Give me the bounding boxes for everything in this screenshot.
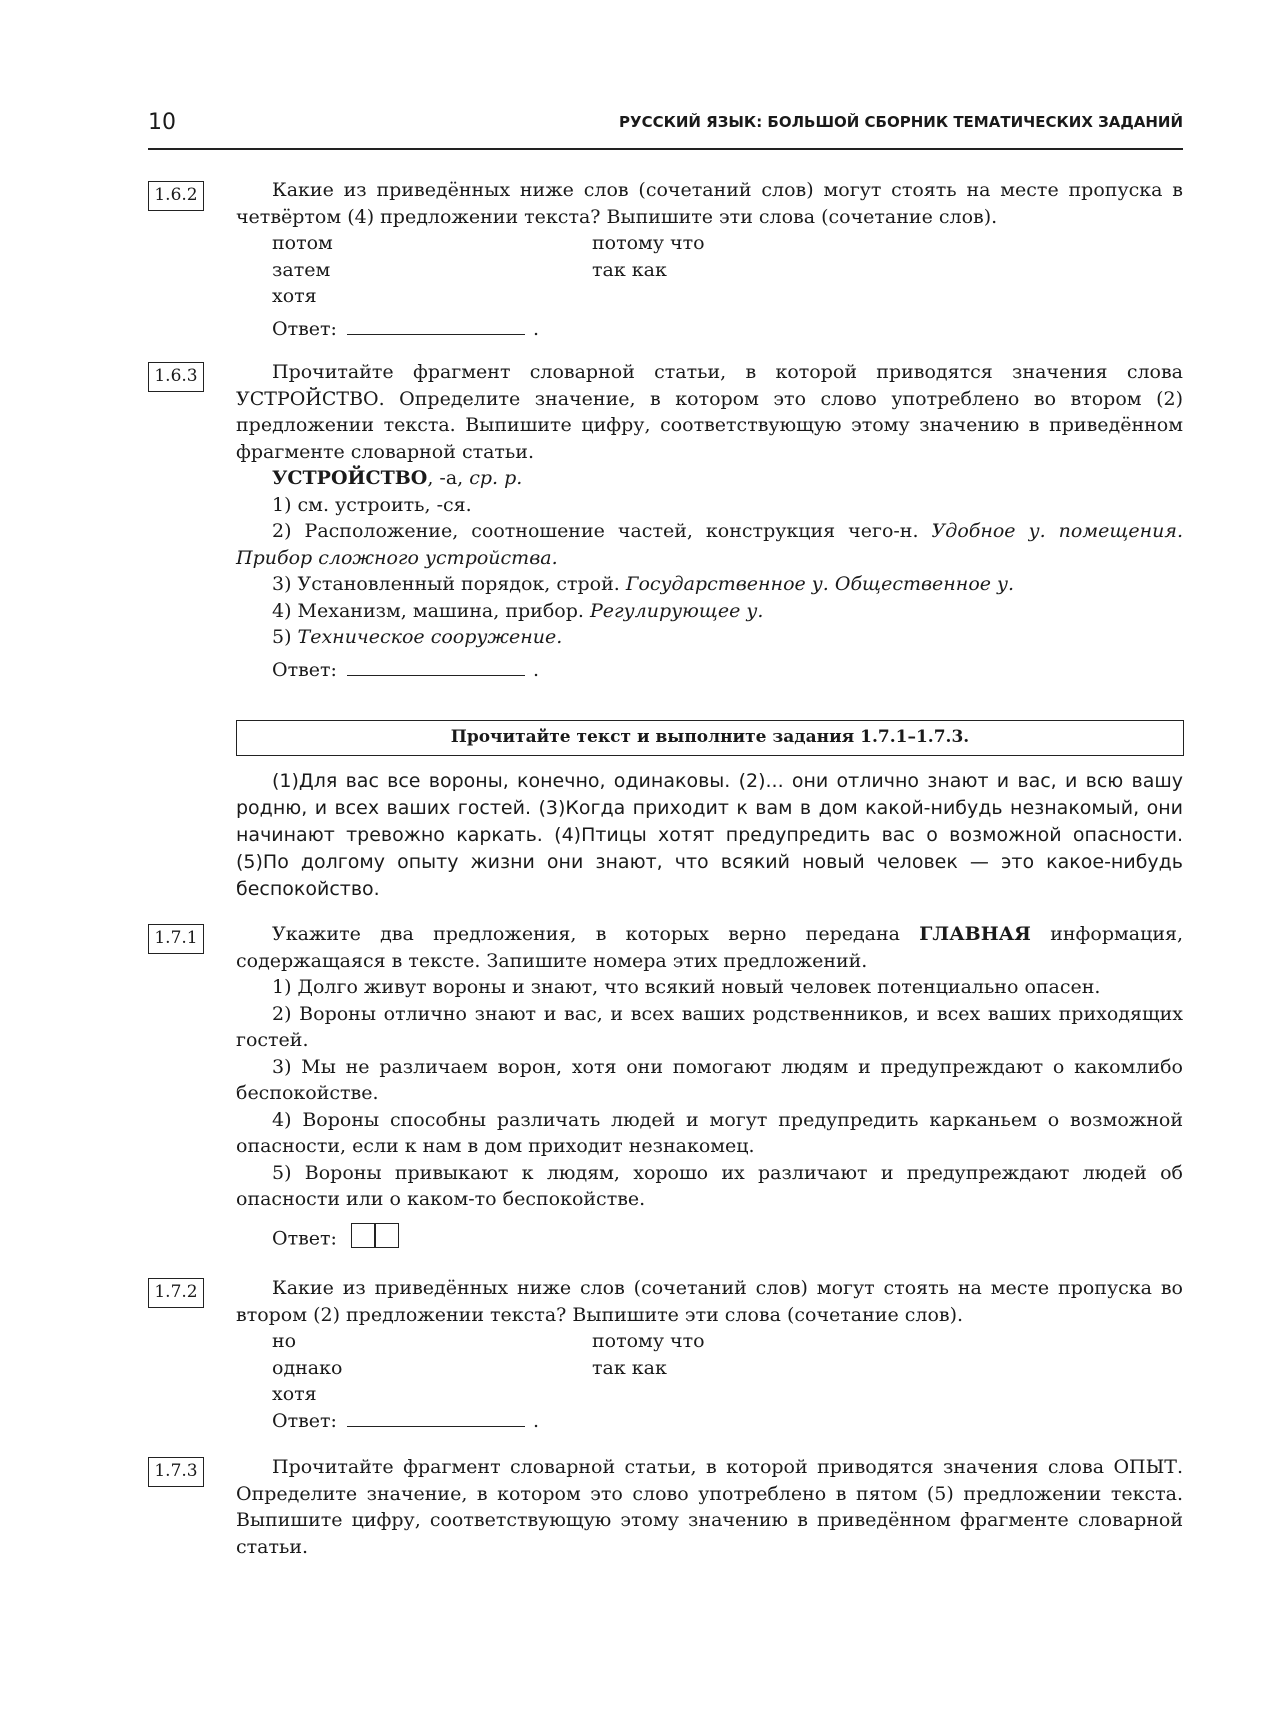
task-number-1-6-3: 1.6.3: [148, 362, 204, 392]
headword: УСТРОЙСТВО: [272, 467, 428, 489]
answer-cells: [351, 1223, 398, 1256]
option-item: хотя: [272, 1383, 317, 1405]
page-header: [148, 110, 1183, 150]
statement-5: 5) Вороны привыкают к людям, хорошо их различают и предупреждают людей об опасности или о каком-то беспокойстве.: [236, 1161, 1183, 1210]
answer-label: Ответ:: [272, 658, 337, 681]
meaning-5: 5) Техническое сооружение.: [272, 626, 563, 648]
task-question: Какие из приведённых ниже слов (сочетаний слов) могут стоять на месте пропуска во втором (2) предложении текста? Выпишите эти слова (сочетание слов).: [236, 1277, 1183, 1326]
meaning-2: 2) Расположение, соотношение частей, конструкция чего-н. Удобное у. помещения. Прибор сложного устройства.: [236, 520, 1183, 569]
task-question: Прочитайте фрагмент словарной статьи, в которой приводятся значения слова УСТРОЙСТВО. Определите значение, в котором это слово употреблено во втором (2) предложении текста. Выпишите цифру, соответствующую этому значению в приведённом фрагменте словарной статьи.: [236, 361, 1183, 463]
word-options: [272, 1328, 1183, 1408]
answer-row: [272, 1223, 1183, 1256]
task-number-1-7-1: 1.7.1: [148, 924, 204, 954]
statement-3: 3) Мы не различаем ворон, хотя они помогают людям и предупреждают о какомлибо беспокойстве.: [236, 1055, 1183, 1104]
task-1-7-1: [236, 921, 1183, 1255]
running-title: РУССКИЙ ЯЗЫК: БОЛЬШОЙ СБОРНИК ТЕМАТИЧЕСКИХ ЗАДАНИЙ: [619, 113, 1183, 131]
answer-period: .: [532, 658, 539, 681]
reading-text: (1)Для вас все вороны, конечно, одинаковы. (2)... они отлично знают и вас, и всю вашу родню, и всех ваших гостей. (3)Когда приходит к вам в дом какой-нибудь незнакомый, они начинают тревожно каркать. (4)Птицы хотят предупредить вас о возможной опасности. (5)По долгому опыту жизни они знают, что всякий новый человек — это какое-нибудь беспокойство.: [236, 770, 1183, 900]
task-question: Укажите два предложения, в которых верно передана ГЛАВНАЯ информация, содержащаяся в тексте. Запишите номера этих предложений.: [236, 923, 1184, 972]
answer-label: Ответ:: [272, 1409, 337, 1432]
option-item: однако: [272, 1356, 343, 1379]
task-number-1-6-2: 1.6.2: [148, 181, 204, 211]
task-1-7-3: [236, 1454, 1183, 1560]
meaning-3: 3) Установленный порядок, строй. Государственное у. Общественное у.: [272, 573, 1015, 595]
answer-row: [272, 316, 1183, 343]
statement-4: 4) Вороны способны различать людей и могут предупредить карканьем о возможной опасности, если к нам в дом приходит незнакомец.: [236, 1108, 1183, 1157]
meaning-4: 4) Механизм, машина, прибор. Регулирующее у.: [272, 599, 764, 622]
answer-cell[interactable]: [374, 1223, 399, 1248]
answer-line[interactable]: [347, 1410, 525, 1427]
answer-period: .: [532, 317, 539, 340]
task-number-1-7-2: 1.7.2: [148, 1278, 204, 1308]
option-item: потом: [272, 232, 333, 254]
task-question: Какие из приведённых ниже слов (сочетаний слов) могут стоять на месте пропуска в четвёртом (4) предложении текста? Выпишите эти слова (сочетание слов).: [236, 179, 1183, 228]
task-1-6-2: [236, 177, 1183, 342]
headword-tail: , -а,: [427, 467, 470, 489]
option-item: затем: [272, 258, 331, 281]
statement-1: 1) Долго живут вороны и знают, что всякий новый человек потенциально опасен.: [272, 976, 1101, 998]
task-1-6-3: [236, 359, 1183, 683]
headword-gram: ср. р.: [469, 467, 523, 489]
answer-row: [272, 657, 1183, 684]
answer-period: .: [532, 1409, 539, 1432]
answer-cell[interactable]: [351, 1223, 376, 1248]
task-number-1-7-3: 1.7.3: [148, 1457, 204, 1487]
answer-line[interactable]: [347, 659, 525, 676]
task-question: Прочитайте фрагмент словарной статьи, в которой приводятся значения слова ОПЫТ. Определите значение, в котором это слово употреблено в пятом (5) предложении текста. Выпишите цифру, соответствующую этому значению в приведённом фрагменте словарной статьи.: [236, 1456, 1183, 1558]
task-1-7-2: [236, 1275, 1183, 1434]
option-item: потому что: [592, 1330, 705, 1352]
option-item: так как: [592, 258, 667, 281]
option-item: но: [272, 1330, 297, 1352]
option-item: потому что: [592, 232, 705, 254]
option-item: хотя: [272, 285, 317, 307]
answer-label: Ответ:: [272, 317, 337, 340]
word-options: [272, 230, 1183, 310]
reading-instruction-banner: Прочитайте текст и выполните задания 1.7.1–1.7.3.: [236, 720, 1184, 756]
dictionary-headword: [236, 465, 1183, 492]
answer-line[interactable]: [347, 318, 525, 335]
answer-row: [272, 1408, 1183, 1435]
statement-2: 2) Вороны отлично знают и вас, и всех ваших родственников, и всех ваших приходящих гостей.: [236, 1002, 1183, 1051]
option-item: так как: [592, 1356, 667, 1379]
answer-label: Ответ:: [272, 1226, 337, 1249]
meaning-1: 1) см. устроить, -ся.: [272, 493, 472, 516]
page-number: 10: [148, 110, 176, 135]
